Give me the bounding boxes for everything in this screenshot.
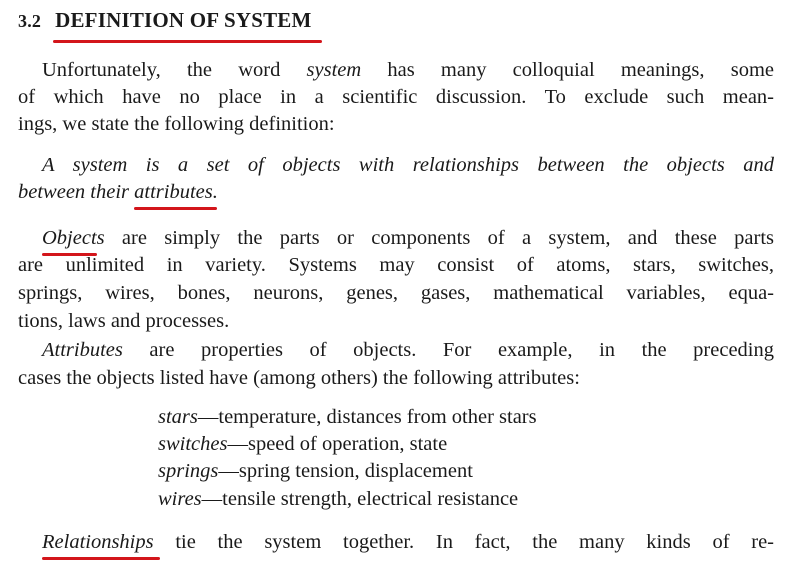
para2-line3: springs, wires, bones, neurons, genes, gases, mathematical variables, equa-: [18, 282, 774, 304]
list-item: wires—tensile strength, electrical resistance: [158, 488, 519, 510]
list-item: stars—temperature, distances from other stars: [158, 406, 537, 428]
red-underline-title: [53, 40, 321, 44]
section-title: DEFINITION OF SYSTEM: [55, 8, 312, 32]
definition-attributes: attributes: [134, 181, 213, 203]
term-relationships: Relationships: [42, 531, 154, 553]
para1-line2: of which have no place in a scientific discussion. To exclude such mean-: [18, 86, 774, 108]
term-objects: Objects: [42, 227, 105, 249]
definition-line2: between their attributes .: [18, 182, 218, 203]
para2-line1: Objects are simply the parts or components of a system, and these parts: [42, 228, 774, 249]
term-attributes: Attributes: [42, 339, 123, 361]
para3-line1: Attributes are properties of objects. For example, in the preceding: [42, 339, 774, 361]
para3-line2: cases the objects listed have (among others) the following attributes:: [18, 367, 580, 389]
list-item: springs—spring tension, displacement: [158, 460, 473, 482]
section-title-wrap: [55, 8, 311, 33]
para4-line1: Relationships tie the system together. In fact, the many kinds of re-: [42, 532, 774, 553]
para2-line4: tions, laws and processes.: [18, 310, 230, 332]
definition-line1: A system is a set of objects with relationships between the objects and: [42, 154, 774, 176]
red-underline-attributes: [134, 207, 217, 210]
para1-line3: ings, we state the following definition:: [18, 113, 335, 135]
section-heading: [18, 8, 312, 33]
section-number: 3.2: [18, 11, 42, 31]
list-item: switches—speed of operation, state: [158, 433, 448, 455]
emphasis-system: system: [306, 59, 362, 81]
para2-line2: are unlimited in variety. Systems may consist of atoms, stars, switches,: [18, 254, 774, 276]
red-underline-relationships: [42, 557, 160, 560]
para1-line1: Unfortunately, the word system has many colloquial meanings, some: [42, 59, 774, 81]
